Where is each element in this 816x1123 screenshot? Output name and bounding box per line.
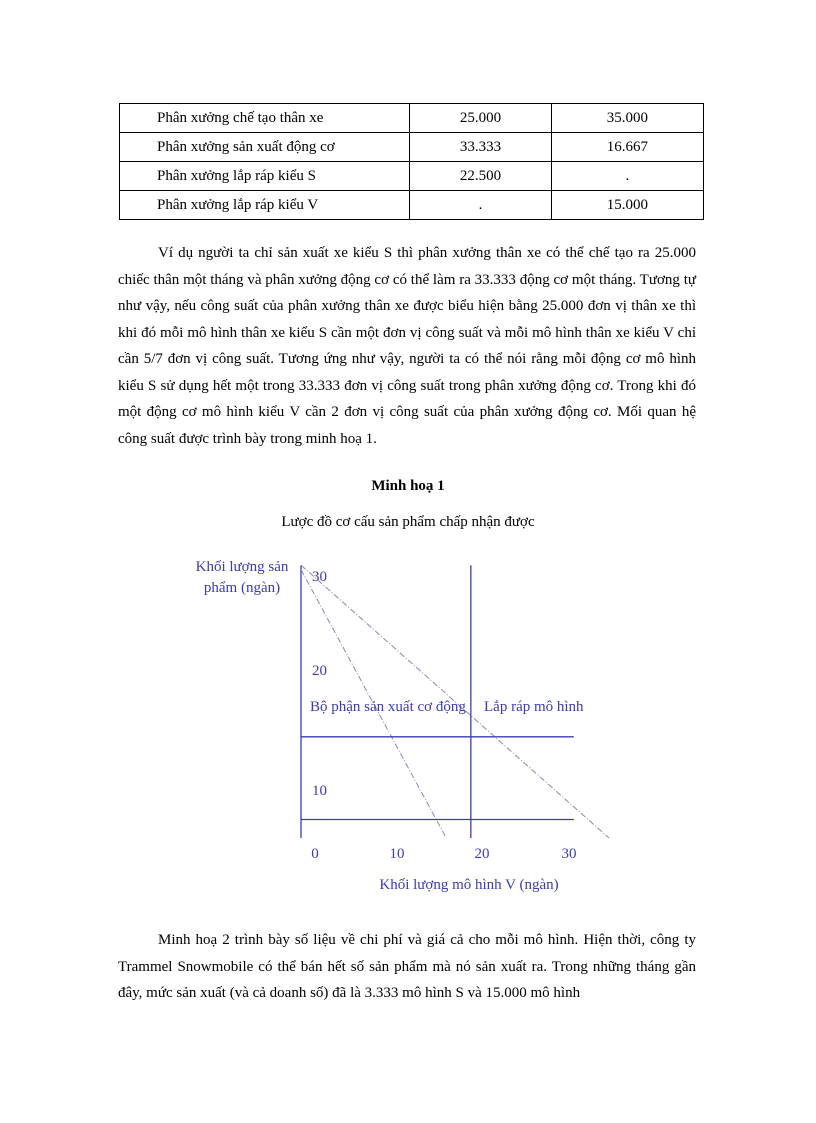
annotation-assembly: Lắp ráp mô hình: [484, 699, 584, 715]
x-axis-label: Khối lượng mô hình V (ngàn): [379, 877, 559, 893]
y-axis-label-line2: phẩm (ngàn): [203, 580, 281, 596]
table-cell-label: Phân xưởng sản xuất động cơ: [120, 133, 410, 162]
x-tick-label: 10: [389, 846, 405, 862]
y-tick-label: 20: [312, 663, 327, 679]
paragraph-1-text: Ví dụ người ta chỉ sản xuất xe kiểu S thì phân xưởng thân xe có thể chế tạo ra 25.000 chiếc thân một tháng và phân xưởng động cơ có thể làm ra 33.333 động cơ một tháng. Tương tự như vậy, nếu công suất của phân xưởng thân xe được biểu hiện bằng 25.000 đơn vị thân xe thì khi đó mỗi mô hình thân xe kiểu S cần một đơn vị công suất và mỗi mô hình thân xe kiểu V chỉ cần 5/7 đơn vị công suất. Tương ứng như vậy, người ta có thể nói rằng mỗi động cơ mô hình kiểu S sử dụng hết một trong 33.333 đơn vị công suất trong phân xưởng động cơ. Trong khi đó một động cơ mô hình kiểu V cần 2 đơn vị công suất của phân xưởng động cơ. Mối quan hệ công suất được trình bày trong minh hoạ 1.: [118, 245, 696, 447]
table-cell-s: .: [410, 191, 551, 220]
annotation-engine: Bộ phận sản xuất cơ động: [310, 699, 466, 715]
table-cell-label: Phân xưởng lắp ráp kiểu S: [120, 162, 410, 191]
table-cell-v: 35.000: [551, 104, 703, 133]
table-cell-s: 33.333: [410, 133, 551, 162]
x-tick-label: 0: [311, 846, 319, 862]
figure-subtitle: Lược đồ cơ cấu sản phẩm chấp nhận được: [281, 514, 535, 530]
table-cell-s: 22.500: [410, 162, 551, 191]
table-cell-s: 25.000: [410, 104, 551, 133]
table-cell-v: 16.667: [551, 133, 703, 162]
table-cell-v: .: [551, 162, 703, 191]
x-tick-label: 20: [474, 846, 490, 862]
y-axis-label-line1: Khối lượng sản: [195, 559, 289, 575]
table-cell-label: Phân xưởng lắp ráp kiểu V: [120, 191, 410, 220]
x-tick-label: 30: [561, 846, 577, 862]
figure-title: Minh hoạ 1: [371, 478, 445, 494]
table-cell-label: Phân xưởng chế tạo thân xe: [120, 104, 410, 133]
paragraph-2: [118, 927, 696, 1007]
y-tick-label: 10: [312, 783, 327, 799]
paragraph-2-text: Minh hoạ 2 trình bày số liệu về chi phí và giá cả cho mỗi mô hình. Hiện thời, công ty Trammel Snowmobile có thể bán hết số sản phẩm mà nó sản xuất ra. Trong những tháng gần đây, mức sản xuất (và cả doanh số) đã là 3.333 mô hình S và 15.000 mô hình: [118, 932, 696, 1001]
table-cell-v: 15.000: [551, 191, 703, 220]
y-tick-label: 30: [312, 569, 327, 585]
